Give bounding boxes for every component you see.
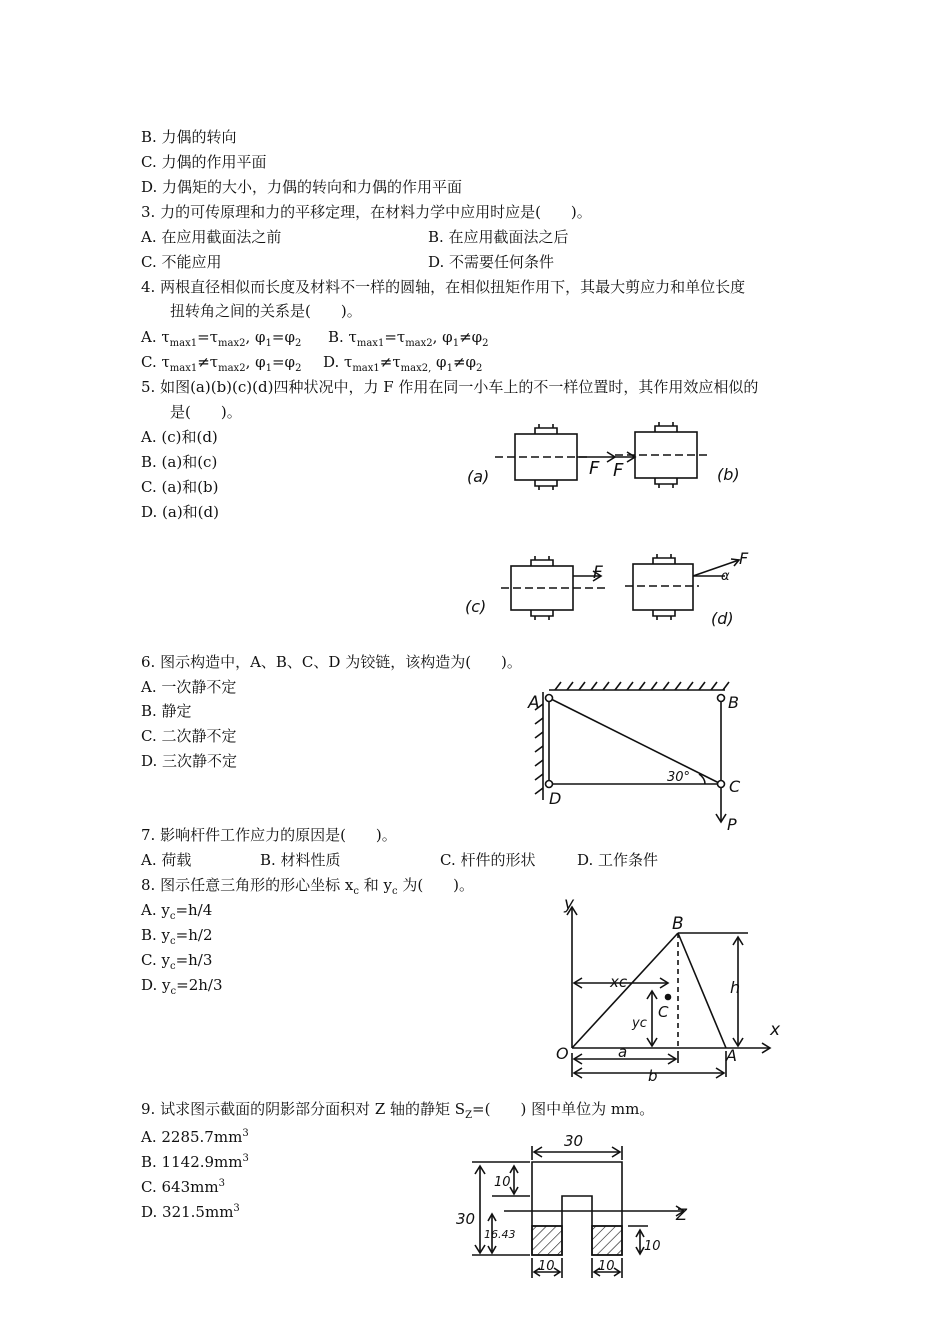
force-label-b: F — [613, 460, 624, 481]
point-C: C — [658, 1003, 669, 1021]
point-A: A — [528, 693, 540, 713]
label-h: h — [730, 978, 741, 997]
q9-option-b: B. $1142.9mm^3$ — [141, 1153, 249, 1171]
cart-c — [501, 556, 605, 620]
dim-top-30: 30 — [564, 1132, 584, 1150]
q7-option-b: B. 材料性质 — [260, 851, 341, 869]
angle-alpha: α — [721, 569, 730, 584]
q7-option-d: D. 工作条件 — [577, 851, 659, 869]
point-O: O — [556, 1044, 569, 1063]
dim-10-bottom-left: 10 — [538, 1259, 555, 1274]
q3-option-b: B. 在应用截面法之后 — [428, 228, 569, 246]
point-B: B — [672, 914, 684, 934]
q7-stem: 7. 影响杆件工作应力的原因是( )。 — [141, 826, 397, 844]
axis-x: x — [770, 1020, 781, 1040]
point-C: C — [729, 777, 741, 796]
q8-option-b: B. $y_c=h/2$ — [141, 926, 213, 947]
q8-option-d: D. $y_c=2h/3$ — [141, 976, 223, 997]
q4-stem-line2: 扭转角之间的关系是( )。 — [170, 302, 362, 320]
q6-option-d: D. 三次静不定 — [141, 752, 238, 770]
point-D: D — [549, 789, 562, 808]
q2-option-c: C. 力偶的作用平面 — [141, 153, 267, 171]
q9-section-figure — [452, 1132, 702, 1282]
label-b: (b) — [717, 465, 740, 484]
q3-option-c: C. 不能应用 — [141, 253, 222, 271]
q3-option-a: A. 在应用截面法之前 — [141, 228, 282, 246]
q8-option-a: A. $y_c=h/4$ — [141, 901, 213, 922]
q5-option-b: B. (a)和(c) — [141, 453, 218, 471]
point-B: B — [728, 693, 739, 712]
dim-left-30: 30 — [456, 1210, 476, 1228]
axis-Z: Z — [676, 1205, 687, 1224]
q8-stem: 8. 图示任意三角形的形心坐标 $x_c$ 和 $y_c$ 为( )。 — [141, 876, 475, 897]
force-label-c: F — [593, 563, 603, 583]
force-label-a: F — [589, 458, 600, 479]
label-xc: xc — [610, 973, 628, 991]
axis-y: y — [564, 894, 575, 914]
q5-cart-figure — [455, 418, 765, 640]
q5-option-c: C. (a)和(b) — [141, 478, 219, 496]
dim-16-43: 16.43 — [484, 1228, 516, 1241]
q4-option-a: A. $\tau_{max1}=\tau_{max2}$, $\varphi_1=\varphi_2$ — [141, 328, 302, 349]
q4-stem-line1: 4. 两根直径相似而长度及材料不一样的圆轴，在相似扭矩作用下，其最大剪应力和单位长度 — [141, 278, 746, 296]
label-a: a — [618, 1043, 628, 1061]
q2-option-b: B. 力偶的转向 — [141, 128, 237, 146]
q9-stem: 9. 试求图示截面的阴影部分面积对 Z 轴的静矩 $S_Z=$( ) 图中单位为 mm。 — [141, 1100, 655, 1121]
cart-b — [615, 422, 707, 488]
q6-frame-figure — [525, 682, 755, 840]
q9-option-c: C. $643mm^3$ — [141, 1178, 225, 1196]
q5-option-d: D. (a)和(d) — [141, 503, 219, 521]
q5-stem-line1: 5. 如图(a)(b)(c)(d)四种状况中，力 F 作用在同一小车上的不一样位置时，其作用效应相似的 — [141, 378, 759, 396]
label-c: (c) — [465, 597, 487, 616]
label-b: b — [648, 1067, 658, 1085]
cart-a — [495, 424, 615, 490]
label-d: (d) — [711, 609, 734, 628]
load-P: P — [727, 815, 737, 834]
dim-10-right: 10 — [644, 1239, 661, 1254]
q9-option-d: D. $321.5mm^3$ — [141, 1203, 240, 1221]
q4-option-c: C. $\tau_{max1}\ne\tau_{max2}$, $\varphi_1=\varphi_2$ — [141, 353, 302, 374]
q8-triangle-figure — [552, 893, 792, 1083]
q6-stem: 6. 图示构造中，A、B、C、D 为铰链，该构造为( )。 — [141, 653, 522, 671]
q5-option-a: A. (c)和(d) — [141, 428, 218, 446]
q7-option-c: C. 杆件的形状 — [440, 851, 536, 869]
dim-10-bottom-right: 10 — [598, 1259, 615, 1274]
force-label-d: F — [739, 549, 749, 568]
q4-option-d: D. $\tau_{max1}\ne\tau_{max2,}$ $\varphi_1\ne\varphi_2$ — [323, 353, 483, 374]
label-yc: yc — [632, 1016, 647, 1031]
q5-stem-line2: 是( )。 — [170, 403, 242, 421]
q6-option-c: C. 二次静不定 — [141, 727, 237, 745]
dim-10-top: 10 — [494, 1175, 511, 1190]
q4-option-b: B. $\tau_{max1}=\tau_{max2}$, $\varphi_1\ne\varphi_2$ — [328, 328, 489, 349]
q3-option-d: D. 不需要任何条件 — [428, 253, 555, 271]
q6-option-b: B. 静定 — [141, 702, 192, 720]
q3-stem: 3. 力的可传原理和力的平移定理，在材料力学中应用时应是( )。 — [141, 203, 592, 221]
q8-option-c: C. $y_c=h/3$ — [141, 951, 213, 972]
q2-option-d: D. 力偶矩的大小，力偶的转向和力偶的作用平面 — [141, 178, 463, 196]
label-a: (a) — [467, 467, 490, 486]
point-A: A — [726, 1046, 737, 1065]
q6-option-a: A. 一次静不定 — [141, 678, 237, 696]
q9-option-a: A. $2285.7mm^3$ — [141, 1128, 249, 1146]
q7-option-a: A. 荷载 — [141, 851, 192, 869]
angle-30: 30° — [667, 770, 691, 785]
